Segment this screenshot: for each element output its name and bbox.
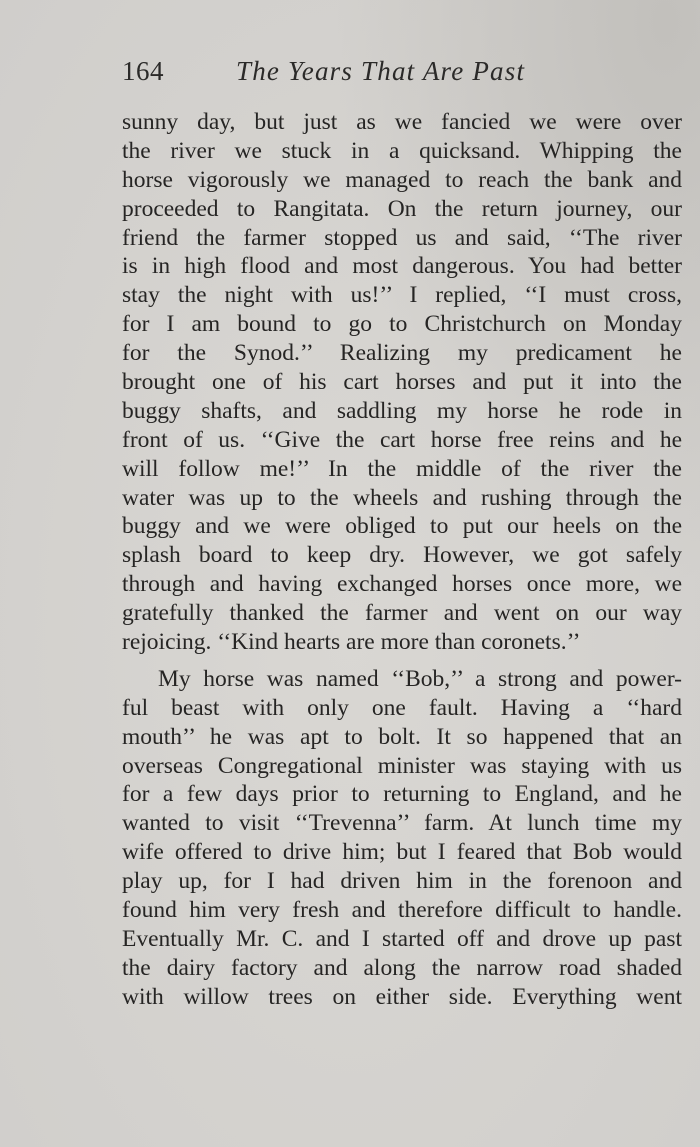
text-line: for a few days prior to returning to England, and he — [122, 781, 682, 808]
text-line: for the Synod.’’ Realizing my predicament he — [122, 340, 682, 367]
text-line: buggy shafts, and saddling my horse he rode in — [122, 397, 682, 424]
text-line: mouth’’ he was apt to bolt. It so happened that an — [122, 723, 682, 750]
text-line: will follow me!’’ In the middle of the river the — [122, 455, 682, 482]
text-line: with willow trees on either side. Everything went — [122, 983, 682, 1010]
text-line: ful beast with only one fault. Having a ‘‘hard — [122, 694, 682, 721]
text-line: found him very fresh and therefore difficult to handle. — [122, 897, 682, 924]
text-line: proceeded to Rangitata. On the return journey, our — [122, 195, 682, 222]
text-line: splash board to keep dry. However, we got safely — [122, 542, 682, 569]
running-title: The Years That Are Past — [236, 56, 526, 86]
text-line: rejoicing. ‘‘Kind hearts are more than coronets.’’ — [122, 629, 581, 656]
text-line: stay the night with us!’’ I replied, ‘‘I must cross, — [122, 282, 682, 309]
text-line: the dairy factory and along the narrow road shaded — [122, 954, 682, 981]
text-line: for I am bound to go to Christchurch on Monday — [122, 311, 682, 338]
text-line: is in high flood and most dangerous. You had better — [122, 253, 682, 280]
page-header — [122, 56, 682, 96]
text-line: play up, for I had driven him in the forenoon and — [122, 868, 682, 895]
text-line: sunny day, but just as we fancied we were over — [122, 109, 682, 135]
text-line: through and having exchanged horses once more, we — [122, 571, 682, 598]
text-line: brought one of his cart horses and put it into the — [122, 369, 682, 396]
text-line: horse vigorously we managed to reach the bank and — [122, 166, 682, 193]
text-line: overseas Congregational minister was staying with us — [122, 752, 682, 779]
text-line: the river we stuck in a quicksand. Whipping the — [122, 137, 682, 164]
paragraph-gap — [122, 657, 682, 665]
body-text — [122, 108, 682, 1012]
text-line: Eventually Mr. C. and I started off and drove up past — [122, 925, 682, 952]
text-line: buggy and we were obliged to put our heels on the — [122, 513, 682, 540]
paragraph-2 — [122, 665, 682, 1012]
text-line: wanted to visit ‘‘Trevenna’’ farm. At lunch time my — [122, 810, 682, 837]
page-number: 164 — [122, 56, 164, 86]
text-line: front of us. ‘‘Give the cart horse free reins and he — [122, 426, 682, 453]
paragraph-1 — [122, 108, 682, 657]
text-line: gratefully thanked the farmer and went on our way — [122, 600, 682, 627]
text-line: My horse was named ‘‘Bob,’’ a strong and power- — [158, 665, 682, 692]
text-line: water was up to the wheels and rushing through the — [122, 484, 682, 511]
text-line: wife offered to drive him; but I feared that Bob would — [122, 839, 682, 866]
text-line: friend the farmer stopped us and said, ‘‘The river — [122, 224, 682, 251]
